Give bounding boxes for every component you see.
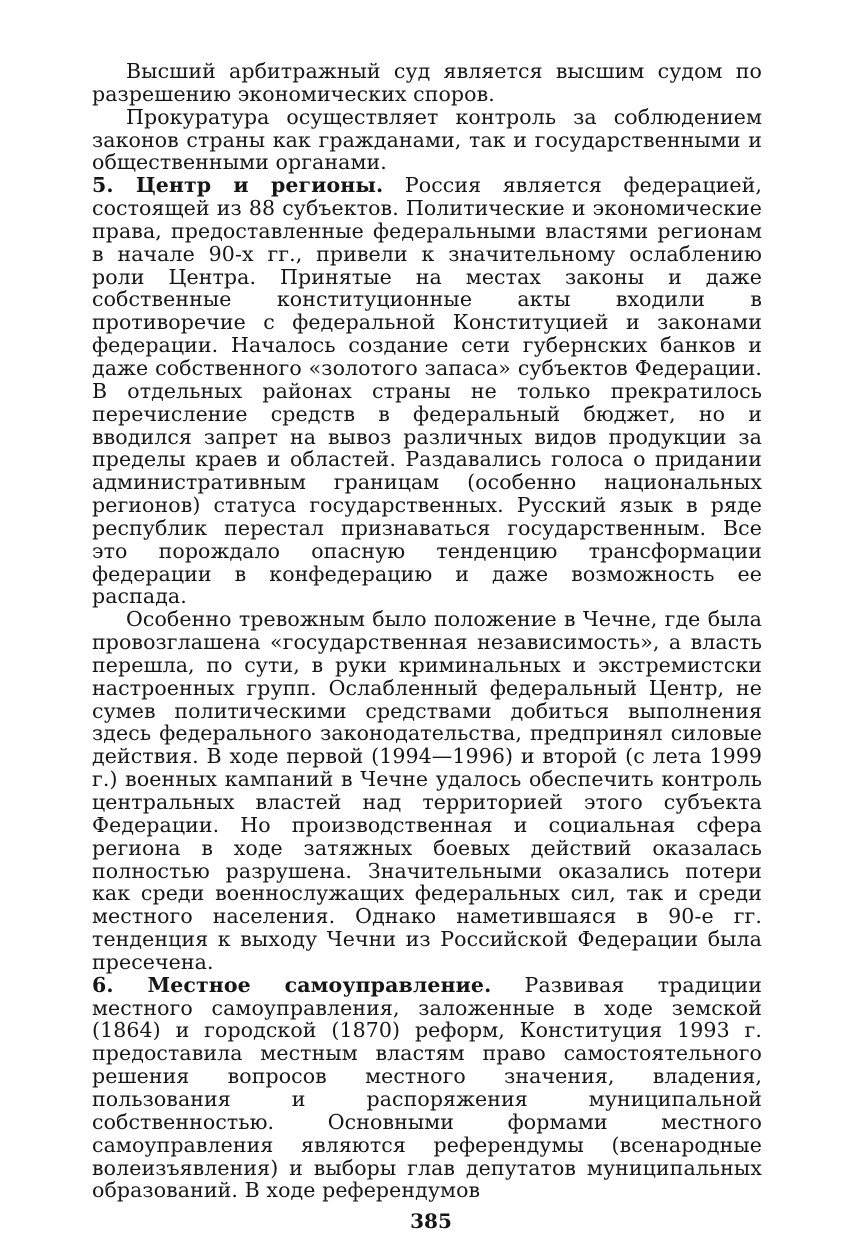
section-center-and-regions <box>92 174 762 608</box>
section-local-government <box>92 974 762 1202</box>
page-text <box>92 60 762 1202</box>
paragraph-arbitration-court <box>92 60 762 106</box>
paragraph-text: Россия является федерацией, состоящей из 88 субъектов. Политические и экономические права, предоставленные федеральными властями регионам в начале 90-х гг., привели к значительному ослаблению роли Центра. Принятые на местах законы и даже собственные конституционные акты входили в противоречие с федеральной Конституцией и законами федерации. Началось создание сети губернских банков и даже собственного «золотого запаса» субъектов Федерации. В отдельных районах страны не только прекратилось перечисление средств в федеральный бюджет, но и вводился запрет на вывоз различных видов продукции за пределы краев и областей. Раздавались голоса о придании административным границам (особенно национальных регионов) статуса государственных. Русский язык в ряде республик перестал признаваться государственным. Все это порождало опасную тенденцию трансформации федерации в конфедерацию и даже возможность ее распада. <box>92 173 762 609</box>
paragraph-text: Прокуратура осуществляет контроль за соблюдением законов страны как гражданами, так и государственными и общественными органами. <box>92 104 762 175</box>
paragraph-prosecutor <box>92 106 762 175</box>
section-heading: 6. Местное самоуправление. <box>92 972 492 997</box>
paragraph-text: Особенно тревожным было положение в Чечне, где была провозглашена «государственная независимость», а власть перешла, по сути, в руки криминальных и экстремистски настроенных групп. Ослабленный федеральный Центр, не сумев политическими средствами добиться выполнения здесь федерального законодательства, предпринял силовые действия. В ходе первой (1994—1996) и второй (с лета 1999 г.) военных кампаний в Чечне удалось обеспечить контроль центральных властей над территорией этого субъекта Федерации. Но производственная и социальная сфера региона в ходе затяжных боевых действий оказалась полностью разрушена. Значительными оказались потери как среди военнослужащих федеральных сил, так и среди местного населения. Однако наметившаяся в 90-е гг. тенденция к выходу Чечни из Российской Федерации была пресечена. <box>92 607 762 974</box>
page-number: 385 <box>410 1209 452 1233</box>
paragraph-chechnya <box>92 608 762 974</box>
paragraph-text: Развивая традиции местного самоуправления, заложенные в ходе земской (1864) и городской (1870) реформ, Конституция 1993 г. предоставила местным властям право самостоятельного решения вопросов местного значения, владения, пользования и распоряжения муниципальной собственностью. Основными формами местного самоуправления являются референдумы (всенародные волеизъявления) и выборы глав депутатов муниципальных образований. В ходе референдумов <box>92 972 762 1203</box>
section-heading: 5. Центр и регионы. <box>92 173 384 198</box>
paragraph-text: Высший арбитражный суд является высшим судом по разрешению экономических споров. <box>92 59 762 106</box>
